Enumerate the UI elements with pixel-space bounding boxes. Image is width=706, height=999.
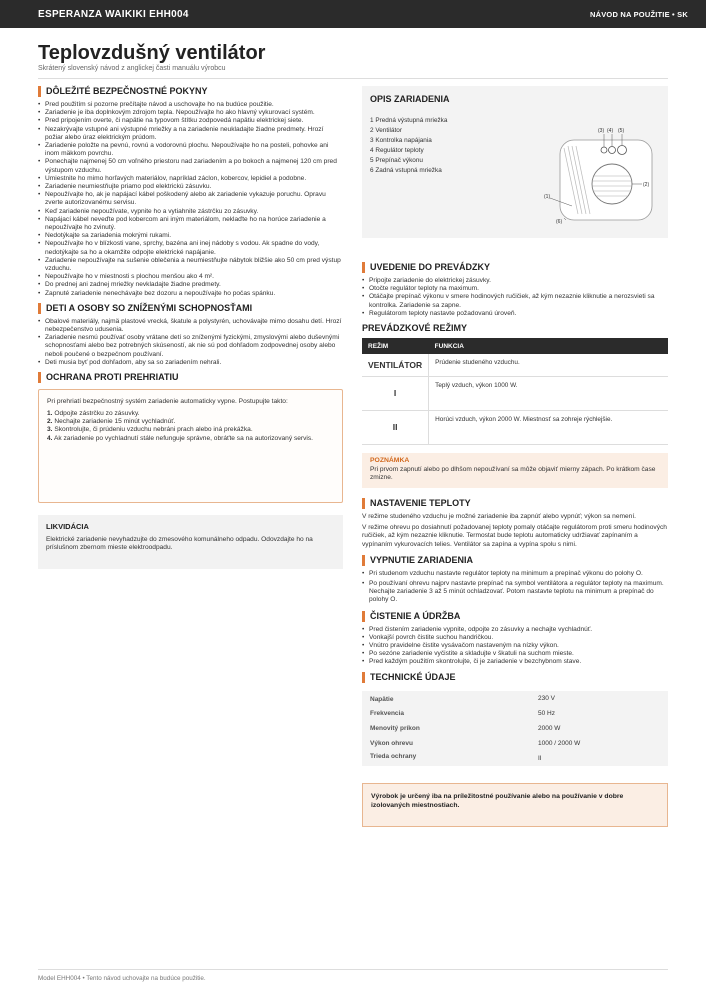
list-item: • Vnútro pravidelne čistite vysávačom nastaveným na nízky výkon.	[362, 642, 668, 650]
heater-illustration	[542, 126, 662, 226]
list-item: • Zariadenie nepoužívajte na sušenie oblečenia a neumiestňujte nábytok bližšie ako 50 cm pred výstup vzduchu.	[38, 257, 343, 273]
list-item: • Vonkajší povrch čistite suchou handričkou.	[362, 634, 668, 642]
footer-divider	[38, 969, 668, 970]
table-row: Výkon ohrevu 1000 / 2000 W	[370, 739, 581, 747]
list-item: • Ponechajte najmenej 50 cm voľného priestoru nad zariadením a po bokoch a najmenej 120 cm pred výstupom vzduchu.	[38, 158, 343, 174]
shutdown-heading: VYPNUTIE ZARIADENIA	[362, 555, 668, 566]
function-cell: Teplý vzduch, výkon 1000 W.	[429, 376, 668, 410]
list-item: 4 Regulátor teploty	[370, 147, 424, 154]
list-item: • Nedotýkajte sa zariadenia mokrými rukami.	[38, 232, 343, 240]
mode-cell: I	[362, 376, 429, 410]
overheat-steps	[47, 410, 334, 444]
page-title: Teplovzdušný ventilátor	[38, 42, 266, 64]
note-text: Pri prvom zapnutí alebo po dlhšom nepoužívaní sa môže objaviť mierny zápach. Po krátkom čase zmizne.	[370, 465, 656, 481]
table-row: Napätie 230 V	[370, 694, 555, 704]
list-item: • Zariadenie položte na pevnú, rovnú a vodorovnú plochu. Nepoužívajte ho na posteli, pohovke ani inom mäkkom povrchu.	[38, 142, 343, 158]
table-row: Trieda ochrany II	[370, 753, 542, 762]
callout-5: (5)	[618, 128, 625, 134]
startup-heading: UVEDENIE DO PREVÁDZKY	[362, 262, 668, 273]
description-heading: OPIS ZARIADENIA	[370, 94, 450, 104]
callout-3: (3)	[598, 128, 605, 134]
note-label: POZNÁMKA	[370, 456, 410, 464]
product-name: ESPERANZA WAIKIKI EHH004	[38, 8, 189, 20]
list-item: • Nezakrývajte vstupné ani výstupné mriežky a na zariadenie neukladajte žiadne predmety. Hrozí požiar alebo úraz elektrickým prúdom.	[38, 126, 343, 142]
modes-col-function: FUNKCIA	[429, 338, 668, 354]
list-item: • Pred čistením zariadenie vypnite, odpojte zo zásuvky a nechajte vychladnúť.	[362, 626, 668, 634]
modes-table	[362, 338, 668, 445]
list-item: • Zariadenie nesmú používať osoby vrátane detí so zníženými fyzickými, zmyslovými alebo duševnými schopnosťami alebo bez potrebných skúseností, ak nie sú pod dohľadom zodpovednej osoby alebo neboli poučené o bezpečnom používaní.	[38, 334, 343, 359]
list-item: • Do prednej ani zadnej mriežky nevkladajte žiadne predmety.	[38, 281, 343, 289]
children-heading: DETI A OSOBY SO ZNÍŽENÝMI SCHOPNOSŤAMI	[38, 303, 343, 314]
right-column	[362, 86, 668, 827]
callout-1: (1)	[544, 194, 551, 200]
list-item: • Pred pripojením overte, či napätie na typovom štítku zodpovedá napätiu elektrickej siete.	[38, 117, 343, 125]
list-item: • Umiestnite ho mimo horľavých materiálov, napríklad záclon, kobercov, lepidiel a podobne.	[38, 175, 343, 183]
list-item: • Deti musia byť pod dohľadom, aby sa so zariadením nehrali.	[38, 359, 343, 367]
table-row	[362, 376, 668, 410]
list-item: • Po sezóne zariadenie vyčistite a skladujte v škatuli na suchom mieste.	[362, 650, 668, 658]
list-item: • Pri studenom vzduchu nastavte regulátor teploty na minimum a prepínač výkonu do polohy O.	[362, 570, 668, 578]
temperature-p2: V režime ohrevu po dosiahnutí požadovanej teploty pomaly otáčajte regulátorom proti smeru hodinových ručičiek, až kým nezaznie kliknutie. Termostat bude teplotu automaticky udržiavať zapínaním a vypínaním vykurovacích telies. Ventilátor sa zapína a vypína spolu s nimi.	[362, 524, 667, 548]
startup-list	[362, 277, 668, 318]
temperature-heading: NASTAVENIE TEPLOTY	[362, 498, 668, 509]
safety-list	[38, 101, 343, 298]
list-item: 2 Ventilátor	[370, 127, 402, 134]
cleaning-list	[362, 626, 668, 667]
callout-4: (4)	[607, 128, 614, 134]
disposal-text: Elektrické zariadenie nevyhadzujte do zmesového komunálneho odpadu. Odovzdajte ho na príslušnom zbernom mieste elektroodpadu.	[46, 535, 313, 551]
table-row	[362, 354, 668, 376]
list-item: • Nepoužívajte ho v blízkosti vane, sprchy, bazéna ani inej nádoby s vodou. Ak spadne do vody, nedotýkajte sa ho a okamžite odpojte elektrické napájanie.	[38, 240, 343, 256]
description-box	[362, 86, 668, 238]
list-item: • Po používaní ohrevu najprv nastavte prepínač na symbol ventilátora a regulátor teploty na maximum. Nechajte zariadenie 3 až 5 minút ochladzovať. Potom nastavte teplotu na minimum a prepínač do polohy O.	[362, 580, 668, 605]
list-item: • Zariadenie je iba doplnkovým zdrojom tepla. Nepoužívajte ho ako hlavný vykurovací systém.	[38, 109, 343, 117]
list-item: 4. Ak zariadenie po vychladnutí stále nefunguje správne, obráťte sa na autorizovaný servis.	[47, 434, 314, 442]
list-item: • Nepoužívajte ho v miestnosti s plochou menšou ako 4 m².	[38, 273, 343, 281]
temperature-p1: V režime studeného vzduchu je možné zariadenie iba zapnúť alebo vypnúť; výkon sa nemení.	[362, 512, 636, 520]
note-box	[362, 453, 668, 488]
list-item: • Pripojte zariadenie do elektrickej zásuvky.	[362, 277, 668, 285]
list-item: • Nepoužívajte ho, ak je napájací kábel poškodený alebo ak zariadenie vykazuje poruchu. Opravu zverte autorizovanému servisu.	[38, 191, 343, 207]
footer-text: Model EHH004 • Tento návod uchovajte na budúce použitie.	[38, 975, 206, 982]
list-item: • Obalové materiály, najmä plastové vrecká, škatule a polystyrén, uchovávajte mimo dosahu detí. Hrozí nebezpečenstvo udusenia.	[38, 318, 343, 334]
table-row: Menovitý príkon 2000 W	[370, 724, 561, 732]
list-item: 2. Nechajte zariadenie 15 minút vychladnúť.	[47, 417, 176, 425]
list-item: 3. Skontrolujte, či prúdeniu vzduchu nebráni prach alebo iná prekážka.	[47, 426, 253, 434]
list-item: • Keď zariadenie nepoužívate, vypnite ho a vytiahnite zástrčku zo zásuvky.	[38, 208, 343, 216]
header-bar	[0, 0, 706, 28]
overheat-intro: Pri prehriatí bezpečnostný systém zariadenie automaticky vypne. Postupujte takto:	[47, 398, 288, 406]
list-item: • Pred použitím si pozorne prečítajte návod a uschovajte ho na budúce použitie.	[38, 101, 343, 109]
function-cell: Horúci vzduch, výkon 2000 W. Miestnosť sa zohreje rýchlejšie.	[429, 410, 668, 444]
list-item: 3 Kontrolka napájania	[370, 137, 432, 144]
cleaning-heading: ČISTENIE A ÚDRŽBA	[362, 611, 668, 622]
specs-heading: TECHNICKÉ ÚDAJE	[362, 672, 668, 683]
list-item: • Regulátorom teploty nastavte požadovanú úroveň.	[362, 310, 668, 318]
function-cell: Prúdenie studeného vzduchu.	[429, 354, 668, 376]
modes-heading: PREVÁDZKOVÉ REŽIMY	[362, 323, 468, 334]
list-item: 6 Zadná vstupná mriežka	[370, 167, 442, 174]
list-item: • Pred každým použitím skontrolujte, či je zariadenie v bezchybnom stave.	[362, 658, 668, 666]
list-item: • Otočte regulátor teploty na maximum.	[362, 285, 668, 293]
warning-box: Výrobok je určený iba na príležitostné používanie alebo na používanie v dobre izolovaných miestnostiach.	[362, 783, 668, 827]
overheat-heading: OCHRANA PROTI PREHRIATIU	[38, 372, 343, 383]
left-column	[38, 86, 343, 569]
doc-label: NÁVOD NA POUŽITIE • SK	[589, 9, 688, 19]
list-item: 5 Prepínač výkonu	[370, 157, 423, 164]
page-subtitle: Skrátený slovenský návod z anglickej časti manuálu výrobcu	[38, 65, 226, 72]
safety-heading: DÔLEŽITÉ BEZPEČNOSTNÉ POKYNY	[38, 86, 343, 97]
table-row: Frekvencia 50 Hz	[370, 709, 555, 717]
list-item: 1 Predná výstupná mriežka	[370, 117, 448, 124]
callout-2: (2)	[643, 182, 650, 188]
mode-cell: VENTILÁTOR	[362, 354, 429, 376]
children-list	[38, 318, 343, 367]
table-row	[362, 410, 668, 444]
list-item: • Zapnuté zariadenie nenechávajte bez dozoru a nepoužívajte ho počas spánku.	[38, 290, 343, 298]
list-item: • Napájací kábel neveďte pod kobercom ani iným materiálom, neklaďte ho na horúce zariadenie a nepoužívajte ho zvinutý.	[38, 216, 343, 232]
list-item: • Otáčajte prepínač výkonu v smere hodinových ručičiek, až kým nezaznie kliknutie a nerozsvieti sa kontrolka. Zariadenie sa zapne.	[362, 293, 668, 309]
disposal-heading: LIKVIDÁCIA	[46, 522, 89, 532]
divider	[38, 78, 668, 79]
list-item: 1. Odpojte zástrčku zo zásuvky.	[47, 409, 140, 417]
specs-table	[362, 691, 668, 766]
disposal-box	[38, 515, 343, 569]
modes-col-mode: REŽIM	[362, 338, 429, 354]
callout-6: (6)	[556, 219, 563, 225]
shutdown-list	[362, 570, 668, 605]
overheat-box	[38, 389, 343, 503]
list-item: • Zariadenie neumiestňujte priamo pod elektrickú zásuvku.	[38, 183, 343, 191]
mode-cell: II	[362, 410, 429, 444]
